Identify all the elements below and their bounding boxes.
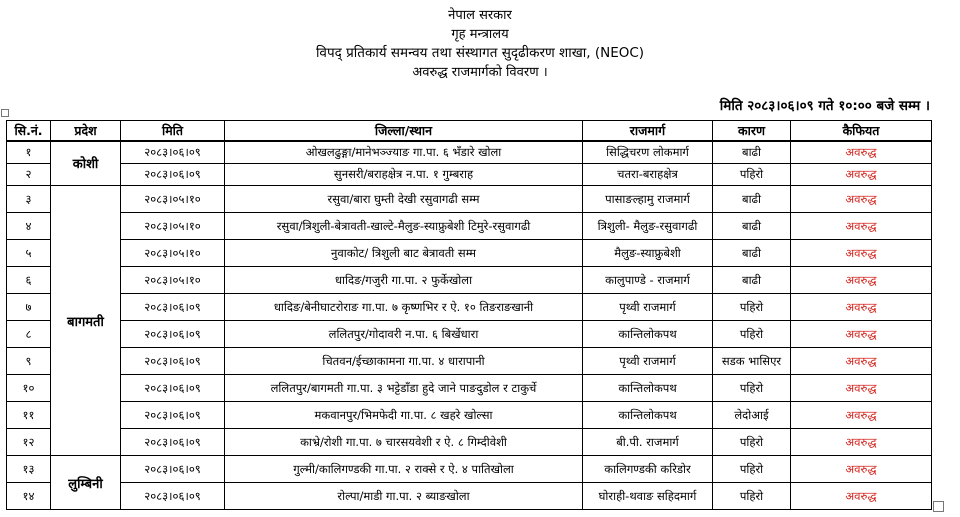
cell-highway: पृथ्वी राजमार्ग (583, 348, 713, 375)
document-header (0, 6, 960, 82)
cell-date: २०८३।०६।०९ (121, 294, 225, 321)
cell-status: अवरुद्ध (791, 240, 932, 267)
cell-highway: पासाङल्हामु राजमार्ग (583, 186, 713, 213)
cell-highway: चतरा-बराहक्षेत्र (583, 163, 713, 186)
cell-highway: घोराही-थवाङ सहिदमार्ग (583, 483, 713, 510)
cell-province: कोशी (51, 141, 121, 186)
cell-reason: पहिरो (713, 163, 791, 186)
cell-date: २०८३।०६।०९ (121, 429, 225, 456)
col-header-highway: राजमार्ग (583, 121, 713, 141)
cell-sn: ६ (7, 267, 51, 294)
cell-sn: ३ (7, 186, 51, 213)
ministry-title: गृह मन्त्रालय (451, 27, 509, 42)
cell-highway: कान्तिलोकपथ (583, 375, 713, 402)
cell-status: अवरुद्ध (791, 213, 932, 240)
cell-highway: कान्तिलोकपथ (583, 402, 713, 429)
cell-highway: पृथ्वी राजमार्ग (583, 294, 713, 321)
cell-place: काभ्रे/रोशी गा.पा. ७ चारसयवेशी र ऐ. ८ गिम्दीवेशी (225, 429, 583, 456)
cell-place: धादिङ/गजुरी गा.पा. २ फुर्केखोला (225, 267, 583, 294)
cell-place: सुनसरी/बराहक्षेत्र न.पा. १ गुम्बराह (225, 163, 583, 186)
cell-reason: बाढी (713, 240, 791, 267)
cell-date: २०८३।०६।०९ (121, 163, 225, 186)
table-row (7, 294, 932, 321)
cell-reason: पहिरो (713, 483, 791, 510)
cell-province: बागमती (51, 186, 121, 456)
table-row (7, 456, 932, 483)
cell-place: रोल्पा/माडी गा.पा. २ ब्याङखोला (225, 483, 583, 510)
cell-highway: कालिगण्डकी करिडोर (583, 456, 713, 483)
table-row (7, 213, 932, 240)
table-row (7, 483, 932, 510)
cell-place: गुल्मी/कालिगण्डकी गा.पा. २ राक्से र ऐ. ४ पातिखोला (225, 456, 583, 483)
table-row (7, 402, 932, 429)
cell-date: २०८३।०६।०९ (121, 402, 225, 429)
cell-status: अवरुद्ध (791, 163, 932, 186)
col-header-sn: सि.नं. (7, 121, 51, 141)
table-row (7, 321, 932, 348)
table-row (7, 348, 932, 375)
cell-status: अवरुद्ध (791, 375, 932, 402)
col-header-reason: कारण (713, 121, 791, 141)
cell-sn: ११ (7, 402, 51, 429)
cell-reason: सडक भासिएर (713, 348, 791, 375)
cell-reason: पहिरो (713, 456, 791, 483)
cell-reason: पहिरो (713, 321, 791, 348)
cell-sn: १० (7, 375, 51, 402)
cell-status: अवरुद्ध (791, 267, 932, 294)
table-row (7, 429, 932, 456)
report-date: मिति २०८३।०६।०९ गते १०:०० बजे सम्म । (719, 98, 930, 114)
cell-reason: बाढी (713, 186, 791, 213)
cell-reason: लेदोआई (713, 402, 791, 429)
cell-highway: त्रिशुली- मैलुङ-रसुवागढी (583, 213, 713, 240)
cell-place: ललितपुर/गोदावरी न.पा. ६ बिर्खेधारा (225, 321, 583, 348)
cell-date: २०८३।०५।१० (121, 240, 225, 267)
cell-reason: बाढी (713, 267, 791, 294)
cell-place: नुवाकोट/ त्रिशुली बाट बेत्रावती सम्म (225, 240, 583, 267)
table-row (7, 186, 932, 213)
cell-status: अवरुद्ध (791, 483, 932, 510)
cell-place: ललितपुर/बागमती गा.पा. ३ भट्टेडाँडा हुदे जाने पाङदुडोल र टाकुर्चे (225, 375, 583, 402)
cell-status: अवरुद्ध (791, 186, 932, 213)
resize-handle[interactable] (933, 501, 944, 512)
cell-sn: १४ (7, 483, 51, 510)
cell-date: २०८३।०५।१० (121, 267, 225, 294)
cell-date: २०८३।०६।०९ (121, 375, 225, 402)
cell-status: अवरुद्ध (791, 429, 932, 456)
cell-status: अवरुद्ध (791, 141, 932, 164)
cell-date: २०८३।०५।१० (121, 186, 225, 213)
cell-status: अवरुद्ध (791, 348, 932, 375)
cell-sn: ५ (7, 240, 51, 267)
cell-highway: कान्तिलोकपथ (583, 321, 713, 348)
cell-place: रसुवा/त्रिशुली-बेत्रावती-खाल्टे-मैलुङ-स्याफ्रुबेशी टिमुरे-रसुवागढी (225, 213, 583, 240)
cell-province: लुम्बिनी (51, 456, 121, 510)
table-row (7, 267, 932, 294)
cell-place: रसुवा/बारा घुम्ती देखी रसुवागढी सम्म (225, 186, 583, 213)
blocked-highways-table (6, 120, 932, 510)
cell-status: अवरुद्ध (791, 402, 932, 429)
table-row (7, 240, 932, 267)
table-row (7, 163, 932, 186)
table-header-row (7, 121, 932, 141)
cell-status: अवरुद्ध (791, 294, 932, 321)
cell-reason: पहिरो (713, 375, 791, 402)
cell-sn: ७ (7, 294, 51, 321)
government-title: नेपाल सरकार (448, 8, 512, 23)
cell-date: २०८३।०६।०९ (121, 321, 225, 348)
cell-date: २०८३।०५।१० (121, 213, 225, 240)
cell-highway: सिद्धिचरण लोकमार्ग (583, 141, 713, 164)
cell-sn: १३ (7, 456, 51, 483)
cell-status: अवरुद्ध (791, 321, 932, 348)
col-header-place: जिल्ला/स्थान (225, 121, 583, 141)
cell-highway: बी.पी. राजमार्ग (583, 429, 713, 456)
cell-reason: बाढी (713, 213, 791, 240)
cell-place: मकवानपुर/भिमफेदी गा.पा. ८ खहरे खोल्सा (225, 402, 583, 429)
cell-sn: ४ (7, 213, 51, 240)
cell-reason: पहिरो (713, 429, 791, 456)
cell-place: ओखलढुङ्गा/मानेभञ्ज्याङ गा.पा. ६ भँडारे खोला (225, 141, 583, 164)
cell-sn: १ (7, 141, 51, 164)
cell-sn: ८ (7, 321, 51, 348)
col-header-province: प्रदेश (51, 121, 121, 141)
cell-date: २०८३।०६।०९ (121, 348, 225, 375)
cell-sn: ९ (7, 348, 51, 375)
report-title: अवरुद्ध राजमार्गको विवरण । (412, 65, 548, 80)
division-title: विपद् प्रतिकार्य समन्वय तथा संस्थागत सुदृढीकरण शाखा, (NEOC) (315, 45, 645, 61)
table-row (7, 141, 932, 164)
table-row (7, 375, 932, 402)
cell-highway: मैलुङ-स्याफ्रुबेशी (583, 240, 713, 267)
cell-date: २०८३।०६।०९ (121, 456, 225, 483)
cell-highway: कालुपाण्डे - राजमार्ग (583, 267, 713, 294)
cell-status: अवरुद्ध (791, 456, 932, 483)
col-header-remarks: कैफियत (791, 121, 932, 141)
cell-date: २०८३।०६।०९ (121, 141, 225, 164)
cell-reason: पहिरो (713, 294, 791, 321)
cell-sn: १२ (7, 429, 51, 456)
cell-place: चितवन/ईच्छाकामना गा.पा. ४ धारापानी (225, 348, 583, 375)
cell-reason: बाढी (713, 141, 791, 164)
anchor-marker (1, 109, 9, 117)
cell-sn: २ (7, 163, 51, 186)
col-header-date: मिति (121, 121, 225, 141)
cell-place: धादिङ/बेनीघाटरोराङ गा.पा. ७ कृष्णभिर र ऐ. १० तिङराङखानी (225, 294, 583, 321)
cell-date: २०८३।०६।०९ (121, 483, 225, 510)
